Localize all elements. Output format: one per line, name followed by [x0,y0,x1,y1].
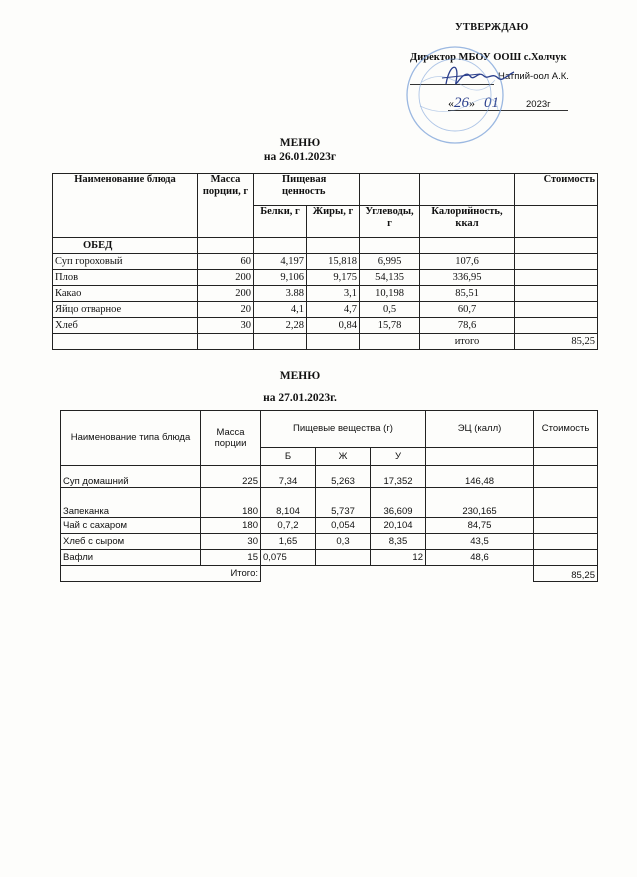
total-row [53,334,598,350]
total-label: итого [420,334,515,350]
col-dish-header: Наименование блюда [53,174,198,238]
col-calories-header: Калорийность, ккал [420,206,515,238]
table-row: Хлеб 30 2,28 0,84 15,78 78,6 [53,318,598,334]
menu1-date: на 26.01.2023г [263,151,337,164]
menu1-header [0,136,600,165]
stamp-icon [400,40,510,150]
menu1-table [52,173,598,350]
col-mass-header: Масса порции, г [198,174,254,238]
signature-icon [440,58,520,94]
menu2-header [0,366,600,410]
col-dish-header: Наименование типа блюда [61,411,201,466]
table-row: Чай с сахаром 180 0,7,2 0,054 20,104 84,75 [61,518,598,534]
table-row: Суп домашний 225 7,34 5,263 17,352 146,48 [61,466,598,488]
menu2-title: МЕНЮ [279,370,321,382]
section-label: ОБЕД [53,238,198,254]
col-carbs-header: Углеводы, г [360,206,420,238]
col-cost-header: Стоимость [515,174,598,206]
col-nutrients-header: Пищевые вещества (г) [261,411,426,448]
table-row: Вафли 15 0,075 12 48,6 [61,550,598,566]
date-year: 2023г [526,99,551,110]
total-row [61,566,598,582]
col-zh-header: Ж [316,448,371,466]
table-row: Яйцо отварное 20 4,1 4,7 0,5 60,7 [53,302,598,318]
col-cost-header: Стоимость [534,411,598,448]
table-row: Запеканка 180 8,104 5,737 36,609 230,165 [61,488,598,518]
date-quote-open: « [448,96,454,110]
approval-title: УТВЕРЖДАЮ [455,22,529,33]
col-fat-header: Жиры, г [307,206,360,238]
col-mass-header: Масса порции [201,411,261,466]
table-row: Хлеб с сыром 30 1,65 0,3 8,35 43,5 [61,534,598,550]
col-protein-header: Белки, г [254,206,307,238]
col-u-header: У [371,448,426,466]
date-day: 26 [454,95,469,111]
total-label: Итого: [61,566,261,582]
approval-position: Директор МБОУ ООШ с.Холчук [410,52,567,63]
menu1-title: МЕНЮ [279,137,321,149]
total-value: 85,25 [515,334,598,350]
approval-name: Натпий-оол А.К. [498,71,569,82]
table-row: Плов 200 9,106 9,175 54,135 336,95 [53,270,598,286]
date-quote-close: » [469,96,475,110]
col-energy-header: ЭЦ (калл) [426,411,534,448]
date-month: 01 [484,95,499,111]
col-nutrition-header: Пищевая ценность [254,174,360,206]
table-row: Суп гороховый 60 4,197 15,818 6,995 107,6 [53,254,598,270]
total-value: 85,25 [534,566,598,582]
table-row: Какао 200 3.88 3,1 10,198 85,51 [53,286,598,302]
menu2-table [60,410,598,582]
col-b-header: Б [261,448,316,466]
menu2-date: на 27.01.2023г. [263,391,337,404]
